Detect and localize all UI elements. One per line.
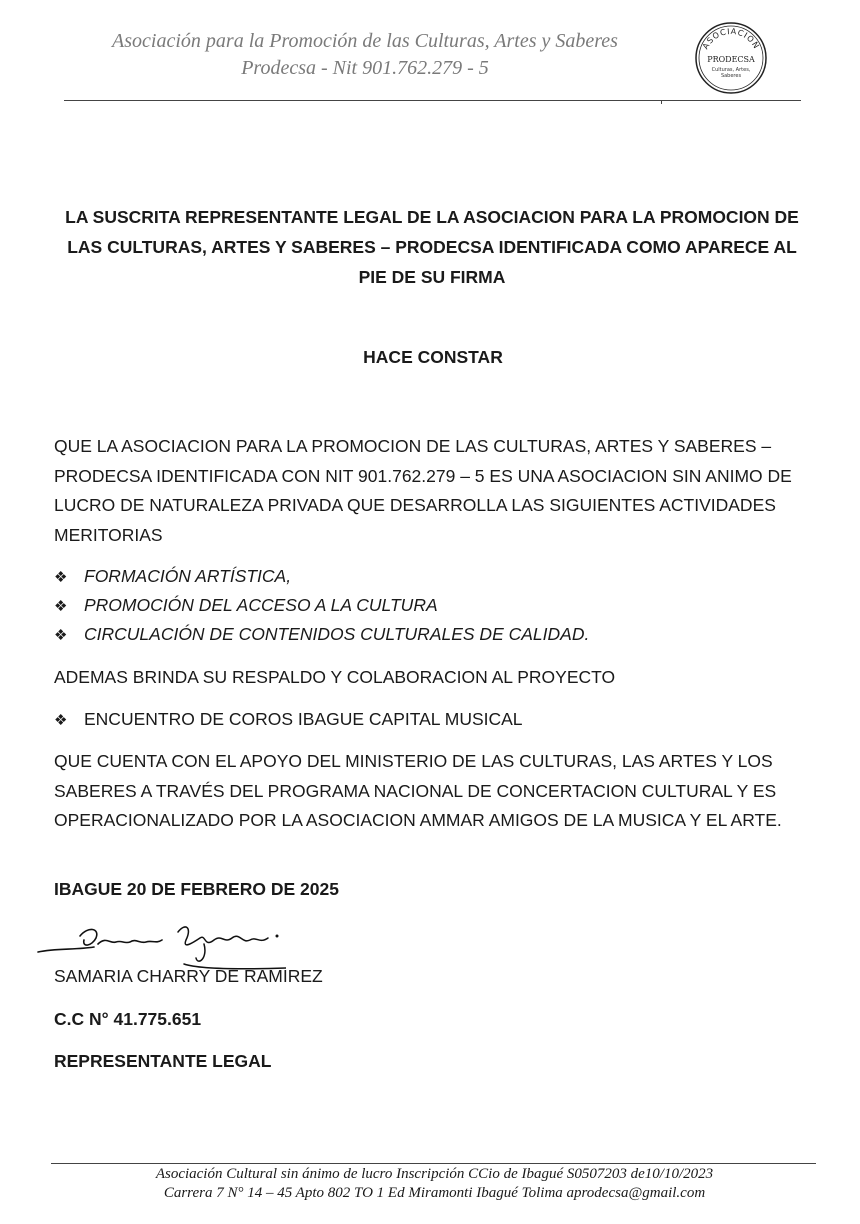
project-list (54, 705, 523, 734)
signer-name: SAMARIA CHARRY DE RAMIREZ (54, 966, 323, 986)
document-title: LA SUSCRITA REPRESENTANTE LEGAL DE LA ASOCIACION PARA LA PROMOCION DE LAS CULTURAS, ARTES Y SABERES – PRODECSA IDENTIFICADA COMO APARECE AL PIE DE SU FIRMA (65, 207, 799, 287)
activity-label: PROMOCIÓN DEL ACCESO A LA CULTURA (84, 595, 438, 615)
hace-constar-heading: HACE CONSTAR (363, 347, 503, 367)
seal-bottom-text-2: Saberes (720, 73, 742, 79)
list-item (54, 591, 589, 620)
diamond-bullet-icon: ❖ (54, 712, 68, 729)
diamond-bullet-icon: ❖ (54, 598, 68, 615)
header-nit: Prodecsa - Nit 901.762.279 - 5 (241, 57, 489, 79)
footer-divider (51, 1163, 816, 1164)
statement-paragraph: QUE LA ASOCIACION PARA LA PROMOCION DE LAS CULTURAS, ARTES Y SABERES – PRODECSA IDENTIFICADA CON NIT 901.762.279 – 5 ES UNA ASOCIACION SIN ANIMO DE LUCRO DE NATURALEZA PRIVADA QUE DESARROLLA LAS SIGUIENTES ACTIVIDADES MERITORIAS (54, 436, 792, 545)
diamond-bullet-icon: ❖ (54, 627, 68, 644)
handwritten-signature (36, 914, 286, 974)
support-paragraph: ADEMAS BRINDA SU RESPALDO Y COLABORACION AL PROYECTO (54, 667, 616, 687)
list-item (54, 620, 589, 649)
footer-registration: Asociación Cultural sin ánimo de lucro Inscripción CCio de Ibagué S0507203 de10/10/2023 (155, 1166, 714, 1182)
seal-bottom-text-1: Culturas, Artes, (711, 67, 751, 73)
ministry-paragraph: QUE CUENTA CON EL APOYO DEL MINISTERIO DE LAS CULTURAS, LAS ARTES Y LOS SABERES A TRAVÉS DEL PROGRAMA NACIONAL DE CONCERTACION CULTURAL Y ES OPERACIONALIZADO POR LA ASOCIACION AMMAR AMIGOS DE LA MUSICA Y EL ARTE. (54, 751, 782, 830)
document-date: IBAGUE 20 DE FEBRERO DE 2025 (54, 879, 339, 899)
seal-top-text: ASOCIACION (700, 26, 762, 51)
header-divider-tick (661, 100, 662, 104)
header-association-name: Asociación para la Promoción de las Culturas, Artes y Saberes (112, 30, 618, 52)
list-item (54, 562, 589, 591)
project-label: ENCUENTRO DE COROS IBAGUE CAPITAL MUSICAL (84, 709, 523, 729)
association-seal-logo (695, 22, 767, 94)
signer-id-number: C.C N° 41.775.651 (54, 1009, 202, 1029)
activity-label: FORMACIÓN ARTÍSTICA, (84, 566, 292, 586)
signer-role: REPRESENTANTE LEGAL (54, 1051, 272, 1071)
activities-list (54, 562, 589, 649)
diamond-bullet-icon: ❖ (54, 569, 68, 586)
header-divider (64, 100, 801, 101)
activity-label: CIRCULACIÓN DE CONTENIDOS CULTURALES DE CALIDAD. (84, 624, 590, 644)
footer-address-email: Carrera 7 N° 14 – 45 Apto 802 TO 1 Ed Miramonti Ibagué Tolima aprodecsa@gmail.com (163, 1185, 706, 1201)
seal-middle-text: PRODECSA (707, 55, 755, 64)
list-item (54, 705, 523, 734)
